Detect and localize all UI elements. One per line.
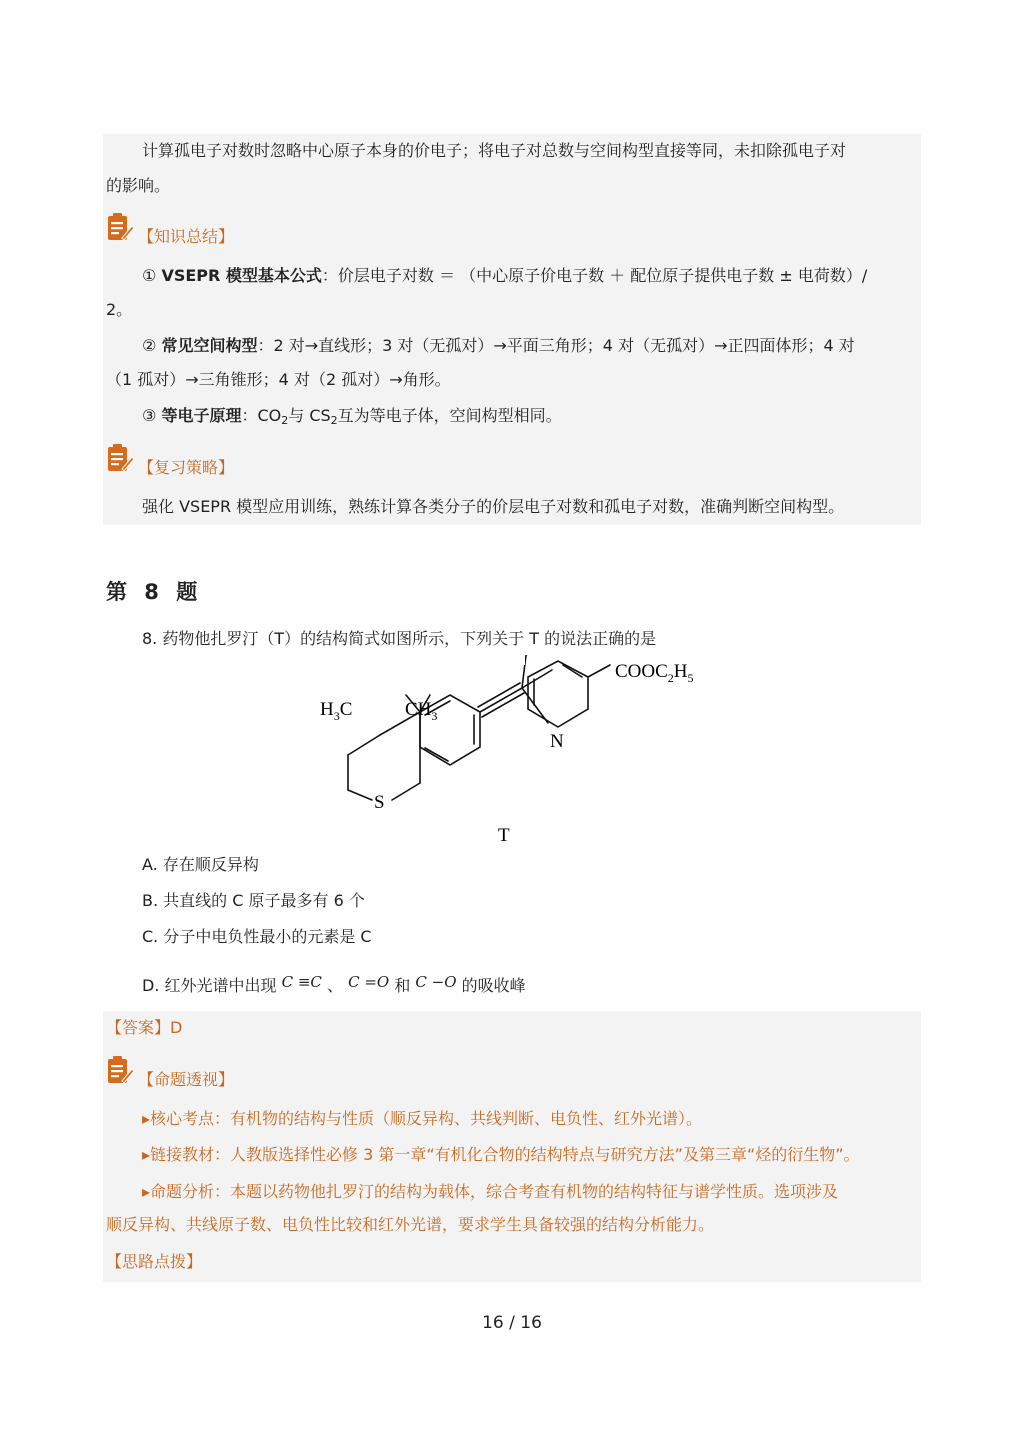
core-point: ▸核心考点：有机物的结构与性质（顺反异构、共线判断、电负性、红外光谱）。 (142, 1109, 703, 1128)
question-title: 第 8 题 (106, 580, 203, 604)
notepad-pencil-icon (106, 1055, 134, 1085)
separator: 和 (394, 976, 411, 995)
analysis-line2: 顺反异构、共线原子数、电负性比较和红外光谱，要求学生具备较强的结构分析能力。 (106, 1215, 715, 1234)
isoelectronic-item (142, 406, 562, 426)
geometry-item (142, 336, 855, 356)
error-text-line2: 的影响。 (106, 176, 171, 195)
answer-line: 【答案】D (106, 1018, 183, 1037)
item-text: ：CO (241, 406, 282, 425)
item-number: ② (142, 336, 162, 355)
item-label: 等电子原理 (161, 406, 242, 425)
item-text: ：2 对→直线形；3 对（无孤对）→平面三角形；4 对（无孤对）→正四面体形；4 对 (257, 336, 855, 355)
item-text: 与 CS (288, 406, 331, 425)
option-b: B. 共直线的 C 原子最多有 6 个 (142, 891, 365, 910)
option-a: A. 存在顺反异构 (142, 855, 259, 874)
option-d-suffix: 的吸收峰 (461, 976, 526, 995)
option-d-text: D. 红外光谱中出现 (142, 976, 277, 995)
right-methyl-label: $CH_3$ (405, 699, 438, 723)
single-bond-math: C −O (415, 973, 457, 991)
item-number: ③ (142, 406, 162, 425)
analysis-line1: ▸命题分析：本题以药物他扎罗汀的结构为载体，综合考查有机物的结构特征与谱学性质。选项涉及 (142, 1182, 839, 1201)
subscript: 2 (330, 414, 338, 427)
review-strategy-text: 强化 VSEPR 模型应用训练，熟练计算各类分子的价层电子对数和孤电子对数，准确判断空间构型。 (142, 497, 845, 516)
double-bond-math: C =O (348, 973, 390, 991)
error-text-line1: 计算孤电子对数时忽略中心原子本身的价电子；将电子对总数与空间构型直接等同，未扣除孤电子对 (142, 141, 847, 160)
item-number: ① (142, 266, 162, 285)
review-strategy-heading: 【复习策略】 (138, 458, 235, 477)
notepad-pencil-icon (106, 443, 134, 473)
notepad-pencil-icon (106, 212, 134, 242)
question-stem: 8. 药物他扎罗汀（T）的结构简式如图所示，下列关于 T 的说法正确的是 (142, 629, 657, 648)
option-d (142, 973, 526, 996)
separator: 、 (326, 976, 343, 995)
item-label: VSEPR 模型基本公式 (161, 266, 322, 285)
textbook-link: ▸链接教材：人教版选择性必修 3 第一章“有机化合物的结构特点与研究方法”及第三章“烃的衍生物”。 (142, 1145, 860, 1164)
option-c: C. 分子中电负性最小的元素是 C (142, 927, 372, 946)
item-label: 常见空间构型 (161, 336, 258, 355)
tazarotene-structure (310, 655, 730, 850)
item-text: ：价层电子对数 ＝ （中心原子价电子数 ＋ 配位原子提供电子数 ± 电荷数）/ (321, 266, 868, 285)
compound-label: T (498, 825, 510, 846)
sulfur-label: S (374, 792, 385, 813)
formula-item-line2: 2。 (106, 300, 133, 319)
item-text: 互为等电子体，空间构型相同。 (337, 406, 562, 425)
left-methyl-label: $H_3C$ (320, 699, 353, 723)
formula-item (142, 266, 867, 286)
page-number: 16 / 16 (482, 1313, 542, 1333)
ester-label: $COOC_2H_5$ (615, 661, 694, 685)
hint-heading: 【思路点拨】 (106, 1252, 203, 1271)
triple-bond-math: C ≡C (281, 973, 322, 991)
subscript: 2 (281, 414, 289, 427)
knowledge-summary-heading: 【知识总结】 (138, 227, 235, 246)
nitrogen-label: N (550, 731, 564, 752)
geometry-item-line2: （1 孤对）→三角锥形；4 对（2 孤对）→角形。 (106, 370, 451, 389)
insight-heading: 【命题透视】 (138, 1070, 235, 1089)
